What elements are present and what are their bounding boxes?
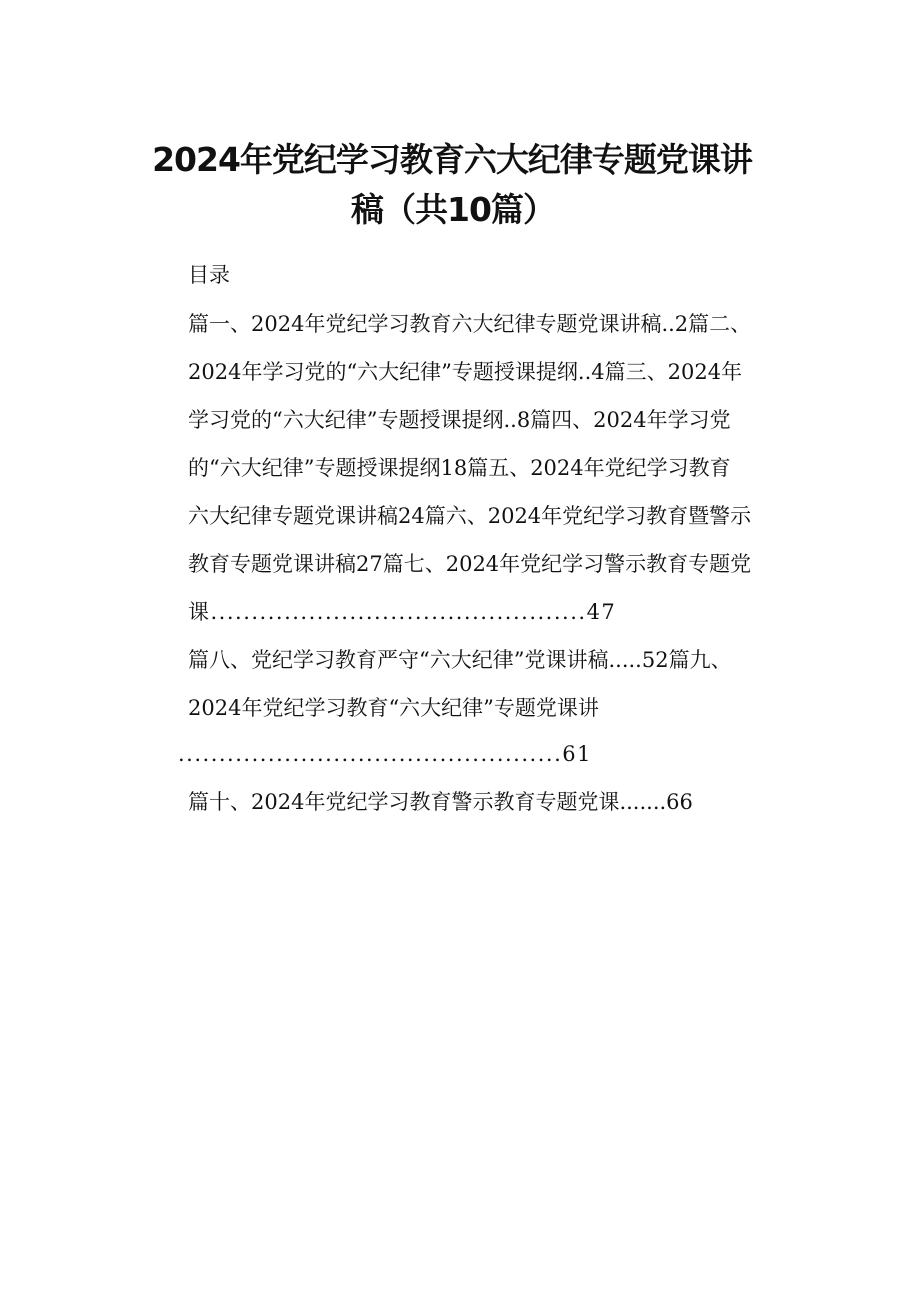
toc-line: 篇一、2024年党纪学习教育六大纪律专题党课讲稿..2篇二、 — [188, 312, 752, 336]
toc-heading: 目录 — [188, 263, 230, 287]
toc-line: 的“六大纪律”专题授课提纲18篇五、2024年党纪学习教育 — [188, 456, 731, 480]
toc-line: 篇十、2024年党纪学习教育警示教育专题党课.......66 — [188, 790, 693, 814]
toc-line: 学习党的“六大纪律”专题授课提纲..8篇四、2024年学习党 — [188, 408, 731, 432]
document-title-line-1: 2024年党纪学习教育六大纪律专题党课讲 — [152, 140, 752, 179]
toc-line: 课..............................................47 — [188, 600, 617, 624]
toc-line: 六大纪律专题党课讲稿24篇六、2024年党纪学习教育暨警示 — [188, 504, 752, 528]
toc-line: 2024年党纪学习教育“六大纪律”专题党课讲 — [188, 696, 599, 720]
toc-line: ...............................................61 — [178, 742, 592, 766]
toc-line: 篇八、党纪学习教育严守“六大纪律”党课讲稿.....52篇九、 — [188, 648, 732, 672]
toc-line: 教育专题党课讲稿27篇七、2024年党纪学习警示教育专题党 — [188, 552, 752, 576]
document-title-line-2: 稿（共10篇） — [351, 190, 555, 229]
toc-line: 2024年学习党的“六大纪律”专题授课提纲..4篇三、2024年 — [188, 360, 743, 384]
